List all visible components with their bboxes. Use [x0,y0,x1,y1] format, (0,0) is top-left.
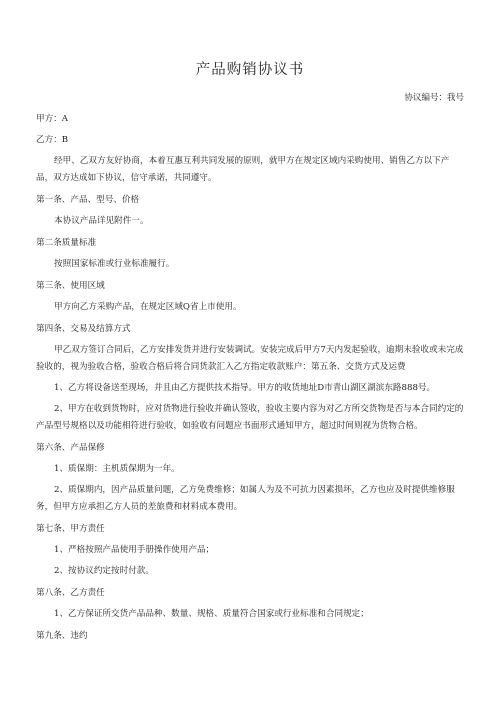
section-8-para-1: 1、乙方保证所交货产品品种、数量、规格、质量符合国家或行业标准和合同规定； [54,609,369,619]
section-2-heading: 第二条质量标准 [36,238,97,248]
section-1-heading: 第一条、产品、型号、价格 [36,195,140,205]
section-1-para-1: 本协议产品详见附件一。 [54,216,149,226]
section-4-para-2: 1、乙方将设备送至现场，并且由乙方提供技术指导。甲方的收货地址D市青山湖区湖滨东路888号。 [54,383,436,393]
section-2-para-1: 按照国家标准或行业标准履行。 [54,259,175,269]
intro-paragraph: 经甲、乙双方友好协商，本着互惠互利共同发展的原则，就甲方在规定区域内采购使用、销售乙方以下产品，双方达成如下协议，信守承诺，共同遵守。 [36,156,450,183]
section-6-para-2: 2、质保期内，因产品质量问题，乙方免费维修；如属人为及不可抗力因素损坏，乙方也应及时提供维修服务，但甲方应承担乙方人员的差旅费和材料成本费用。 [36,485,455,512]
party-a: 甲方：A [36,114,68,124]
section-9-heading: 第九条、违约 [36,631,88,641]
section-7-para-1: 1、严格按照产品使用手册操作使用产品； [54,545,215,555]
section-4-para-3: 2、甲方在收到货物时，应对货物进行验收并确认签收，验收主要内容为对乙方所交货物是否与本合同约定的产品型号规格以及功能相符进行验收，如验收有问题应书面形式通知甲方，超过时间则视为货物合格。 [36,404,464,431]
section-7-para-2: 2、按协议约定按时付款。 [54,566,154,576]
agreement-number: 协议编号：我号 [404,93,464,103]
party-b: 乙方：B [36,135,69,145]
section-4-heading: 第四条、交易及结算方式 [36,324,131,334]
section-3-heading: 第三条、使用区域 [36,281,105,291]
document-title: 产品购销协议书 [195,62,305,78]
section-6-heading: 第六条、产品保修 [36,443,105,453]
section-7-heading: 第七条、甲方责任 [36,524,105,534]
section-4-para-1: 甲乙双方签订合同后，乙方安排发货并进行安装调试。安装完成后甲方7天内发起验收，逾期未验收或未完成验收的，视为验收合格，验收合格后将合同货款汇入乙方指定收款账户：第五条、交货方式及运费 [36,345,464,372]
section-6-para-1: 1、质保期：主机质保期为一年。 [54,464,180,474]
section-8-heading: 第八条、乙方责任 [36,588,105,598]
section-3-para-1: 甲方向乙方采购产品，在规定区域Q省上市使用。 [54,302,242,312]
